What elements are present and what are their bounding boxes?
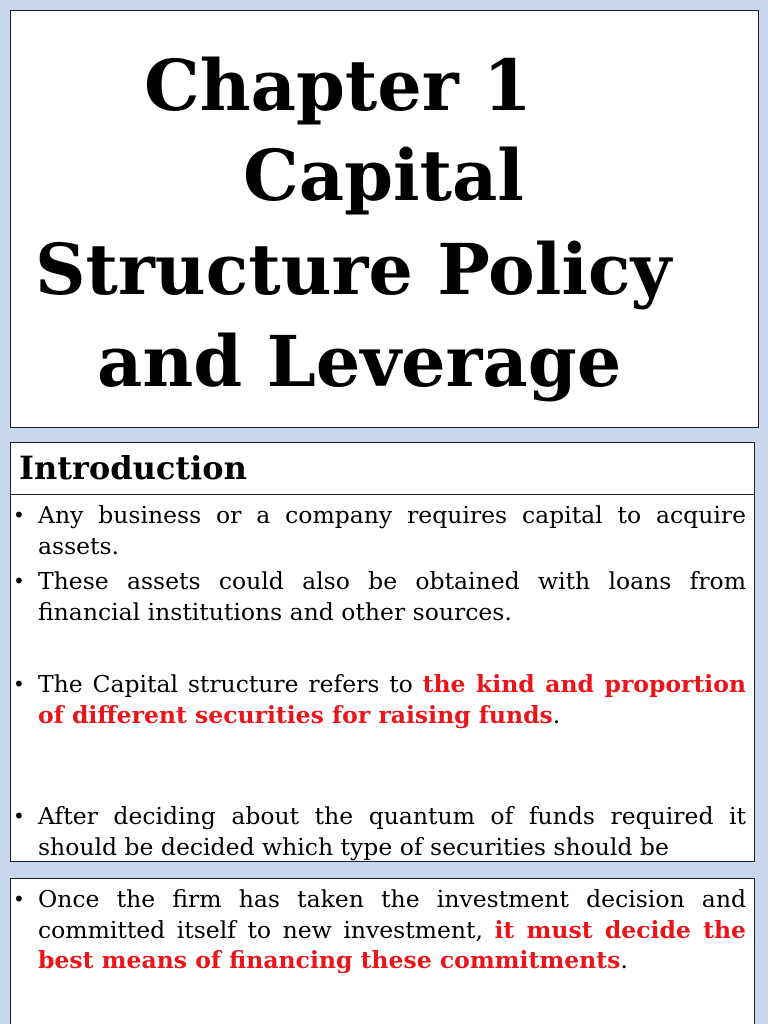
bullet-icon: • (13, 804, 25, 828)
title-line-4: and Leverage (97, 320, 622, 403)
bullet-icon: • (13, 503, 25, 527)
bullet-text-plain: The Capital structure refers to (38, 670, 423, 698)
slide-heading: Introduction (19, 449, 247, 487)
bullet-text: Any business or a company requires capital to acquire assets. (38, 501, 746, 560)
bullet-text: After deciding about the quantum of funds required it should be decided which type of securities should be (38, 802, 746, 861)
bullet-icon: • (13, 672, 25, 696)
bullet-text (38, 884, 746, 976)
introduction-slide (10, 442, 755, 862)
bullet-text-end: . (620, 946, 628, 974)
bullet-text (38, 669, 746, 730)
slide-header (11, 443, 754, 495)
title-line-1: Chapter 1 (144, 44, 532, 127)
title-line-3: Structure Policy (35, 228, 672, 311)
title-slide (10, 10, 759, 428)
highlighted-text: the kind and proportion of different securities for raising funds (38, 670, 746, 729)
title-line-2: Capital (243, 134, 524, 217)
bullet-text: These assets could also be obtained with loans from financial institutions and other sources. (38, 567, 746, 626)
bullet-icon: • (13, 887, 25, 911)
bullet-text-end: . (552, 700, 561, 729)
bullet-icon: • (13, 569, 25, 593)
highlighted-text: it must decide the best means of financing these commitments (38, 915, 746, 974)
bullet-text-plain: Once the firm has taken the investment decision and committed itself to new investment, (38, 885, 746, 944)
financing-slide (10, 878, 755, 1024)
